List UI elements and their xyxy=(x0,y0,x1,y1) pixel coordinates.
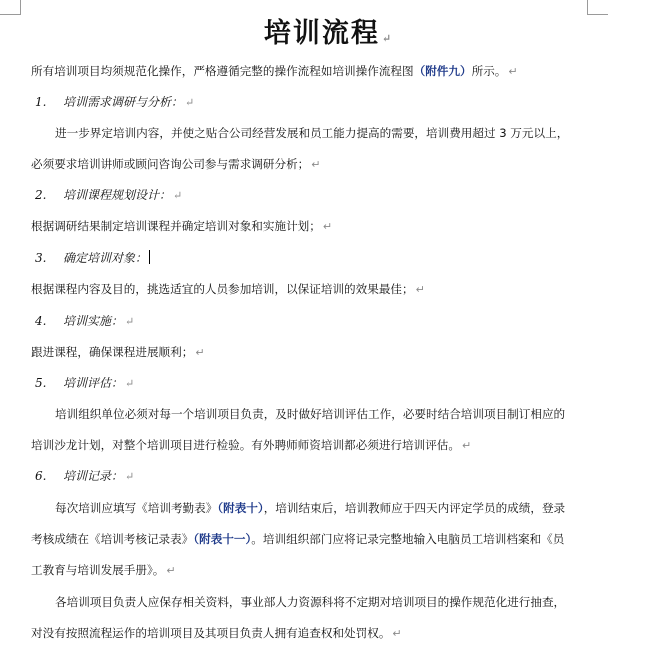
section-title: 培训实施： xyxy=(63,314,124,328)
section-title: 培训需求调研与分析： xyxy=(63,95,184,109)
paragraph-mark: ↵ xyxy=(125,315,135,328)
section-1-line-2 xyxy=(31,156,631,173)
section-title: 培训评估： xyxy=(63,376,124,390)
body-text: 考核成绩在《培训考核记录表》 xyxy=(31,532,194,546)
paragraph-mark: ↵ xyxy=(392,627,402,640)
section-title: 培训课程规划设计： xyxy=(63,188,172,202)
body-text: 各培训项目负责人应保存相关资料，事业部人力资源科将不定期对培训项目的操作规范化进行抽查， xyxy=(55,595,566,609)
section-title: 培训记录： xyxy=(63,469,124,483)
intro-text: 所有培训项目均须规范化操作，严格遵循完整的操作流程如培训操作流程图 xyxy=(31,64,414,78)
body-text: ，培训结束后，培训教师应于四天内评定学员的成绩，登录 xyxy=(263,501,566,515)
paragraph-mark: ↵ xyxy=(185,96,195,109)
paragraph-mark: ↵ xyxy=(166,564,176,577)
body-text: 。培训组织部门应将记录完整地输入电脑员工培训档案和《员 xyxy=(251,532,565,546)
attachment-ref: （附表十一） xyxy=(193,532,252,546)
paragraph-mark: ↵ xyxy=(322,220,333,233)
attachment-ref: （附表十） xyxy=(217,501,264,515)
body-text: 必须要求培训讲师或顾问咨询公司参与需求调研分析； xyxy=(31,157,310,171)
section-6-p2-line-1 xyxy=(55,594,655,610)
body-text: 工教育与培训发展手册》。 xyxy=(31,563,165,577)
section-1-line-1 xyxy=(55,125,655,141)
section-heading-5 xyxy=(35,375,635,392)
paragraph-mark: ↵ xyxy=(381,32,394,45)
section-4-line-1 xyxy=(31,344,631,361)
section-number: 1. xyxy=(35,95,47,109)
section-6-p2-line-2 xyxy=(31,625,631,642)
section-number: 6. xyxy=(35,469,47,483)
section-5-line-2 xyxy=(31,437,631,454)
section-heading-4 xyxy=(35,313,635,330)
section-5-line-1 xyxy=(55,406,655,422)
body-text: 培训沙龙计划，对整个培训项目进行检验。有外聘师师资培训都必须进行培训评估。 xyxy=(31,438,460,452)
title-text: 培训流程 xyxy=(263,18,380,49)
intro-paragraph xyxy=(31,63,631,80)
section-2-line-1 xyxy=(31,218,631,235)
section-3-line-1 xyxy=(31,281,631,298)
paragraph-mark: ↵ xyxy=(508,65,518,78)
section-heading-3 xyxy=(35,250,635,266)
paragraph-mark: ↵ xyxy=(461,439,472,452)
section-title: 确定培训对象： xyxy=(63,251,148,265)
section-number: 4. xyxy=(35,314,47,328)
intro-text-end: 所示。 xyxy=(471,64,507,78)
body-text: 根据调研结果制定培训课程并确定培训对象和实施计划； xyxy=(31,219,321,233)
text-cursor xyxy=(149,250,150,264)
section-heading-6 xyxy=(35,468,635,485)
body-text: 根据课程内容及目的，挑选适宜的人员参加培训，以保证培训的效果最佳； xyxy=(31,282,414,296)
document-title xyxy=(0,16,657,57)
body-text: 每次培训应填写《培训考勤表》 xyxy=(55,501,218,515)
paragraph-mark: ↵ xyxy=(311,158,321,171)
section-number: 3. xyxy=(35,251,47,265)
body-text: 进一步界定培训内容，并使之贴合公司经营发展和员工能力提高的需要，培训费用超过 3 万元以上， xyxy=(55,126,569,140)
section-heading-2 xyxy=(35,187,635,204)
section-number: 2. xyxy=(35,188,47,202)
body-text: 对没有按照流程运作的培训项目及其项目负责人拥有追查权和处罚权。 xyxy=(31,626,391,640)
paragraph-mark: ↵ xyxy=(125,377,135,390)
section-6-line-3 xyxy=(31,562,631,579)
paragraph-mark: ↵ xyxy=(173,189,183,202)
body-text: 培训组织单位必须对每一个培训项目负责，及时做好培训评估工作，必要时结合培训项目制订相应的 xyxy=(55,407,566,421)
body-text: 跟进课程，确保课程进展顺利； xyxy=(31,345,194,359)
section-number: 5. xyxy=(35,376,47,390)
section-heading-1 xyxy=(35,94,635,111)
section-6-line-1 xyxy=(55,500,655,516)
attachment-ref: （附件九） xyxy=(413,64,472,78)
paragraph-mark: ↵ xyxy=(415,283,425,296)
paragraph-mark: ↵ xyxy=(125,470,135,483)
paragraph-mark: ↵ xyxy=(195,346,205,359)
section-6-line-2 xyxy=(31,531,631,547)
